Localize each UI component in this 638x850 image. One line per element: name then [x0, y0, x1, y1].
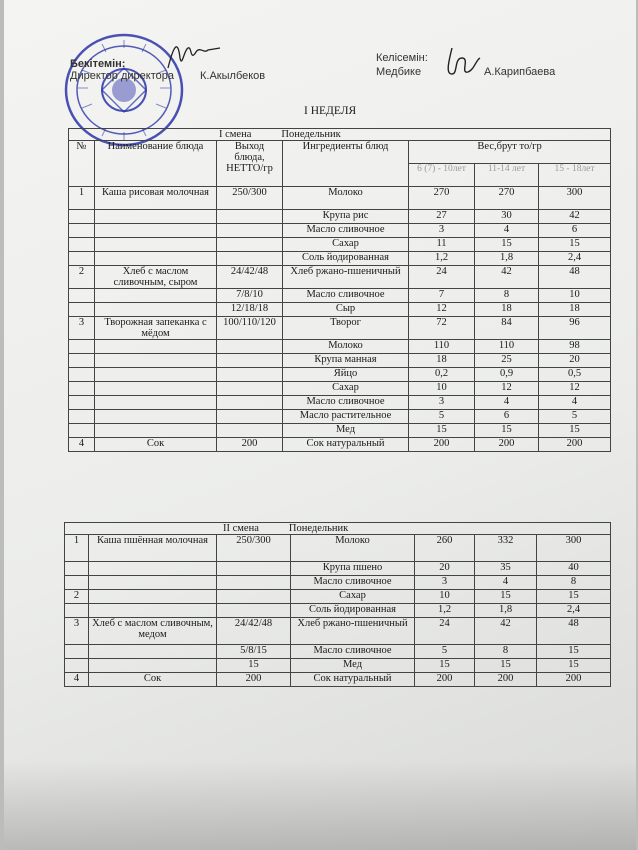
- dish-yield: [217, 576, 291, 590]
- dish-name: [89, 659, 217, 673]
- weight-age-2: 1,8: [475, 252, 539, 266]
- row-number: [65, 604, 89, 618]
- table-row: [69, 187, 611, 210]
- weight-age-3: 0,5: [539, 368, 611, 382]
- weight-age-1: 3: [409, 224, 475, 238]
- row-number: [65, 659, 89, 673]
- weight-age-3: 98: [539, 340, 611, 354]
- col-yield-header: Выход блюда, НЕТТО/гр: [217, 141, 283, 187]
- dish-yield: [217, 252, 283, 266]
- table-row: [69, 368, 611, 382]
- weight-age-1: 72: [409, 317, 475, 340]
- weight-age-2: 8: [475, 645, 537, 659]
- weight-age-1: 24: [415, 618, 475, 645]
- row-number: [69, 396, 95, 410]
- weight-age-3: 5: [539, 410, 611, 424]
- weight-age-3: 48: [539, 266, 611, 289]
- weight-age-1: 27: [409, 210, 475, 224]
- ingredient-name: Мед: [283, 424, 409, 438]
- medic-signature: [442, 44, 484, 80]
- weight-age-1: 10: [415, 590, 475, 604]
- dish-name: [95, 289, 217, 303]
- row-number: [69, 368, 95, 382]
- col-weight-header: Вес,брут то/гр: [409, 141, 611, 164]
- weight-age-3: 200: [539, 438, 611, 452]
- table-row: [69, 424, 611, 438]
- weight-age-3: 42: [539, 210, 611, 224]
- ingredient-name: Молоко: [291, 535, 415, 562]
- weight-age-1: 15: [409, 424, 475, 438]
- shift-header: I смена Понедельник: [69, 129, 611, 141]
- weight-age-3: 15: [539, 424, 611, 438]
- weight-age-1: 7: [409, 289, 475, 303]
- weight-age-2: 18: [475, 303, 539, 317]
- dish-name: Каша рисовая молочная: [95, 187, 217, 210]
- table-row: [69, 382, 611, 396]
- week-title: I НЕДЕЛЯ: [304, 105, 357, 117]
- weight-age-3: 96: [539, 317, 611, 340]
- ingredient-name: Масло растительное: [283, 410, 409, 424]
- table-row: [69, 252, 611, 266]
- ingredient-name: Масло сливочное: [283, 224, 409, 238]
- document-page: [4, 0, 636, 850]
- weight-age-3: 15: [537, 645, 611, 659]
- ingredient-name: Мед: [291, 659, 415, 673]
- row-number: 3: [69, 317, 95, 340]
- table-row: [65, 562, 611, 576]
- dish-yield: 100/110/120: [217, 317, 283, 340]
- dish-yield: [217, 604, 291, 618]
- weight-age-1: 3: [415, 576, 475, 590]
- weight-age-3: 6: [539, 224, 611, 238]
- table-row: [69, 224, 611, 238]
- dish-name: [95, 382, 217, 396]
- ingredient-name: Масло сливочное: [283, 289, 409, 303]
- weight-age-1: 260: [415, 535, 475, 562]
- weight-age-1: 20: [415, 562, 475, 576]
- age-group-2: 11-14 лет: [475, 164, 539, 187]
- dish-yield: [217, 368, 283, 382]
- row-number: 3: [65, 618, 89, 645]
- weight-age-2: 8: [475, 289, 539, 303]
- table-row: [69, 317, 611, 340]
- weight-age-2: 332: [475, 535, 537, 562]
- dish-yield: 24/42/48: [217, 618, 291, 645]
- row-number: [69, 303, 95, 317]
- weight-age-1: 3: [409, 396, 475, 410]
- row-number: 2: [65, 590, 89, 604]
- dish-yield: [217, 238, 283, 252]
- dish-name: [89, 590, 217, 604]
- weight-age-2: 1,8: [475, 604, 537, 618]
- table-row: [65, 590, 611, 604]
- dish-yield: 24/42/48: [217, 266, 283, 289]
- weight-age-1: 200: [415, 673, 475, 687]
- dish-yield: [217, 424, 283, 438]
- ingredient-name: Яйцо: [283, 368, 409, 382]
- dish-name: Сок: [95, 438, 217, 452]
- ingredient-name: Сахар: [291, 590, 415, 604]
- weight-age-3: 20: [539, 354, 611, 368]
- weight-age-1: 5: [409, 410, 475, 424]
- ingredient-name: Молоко: [283, 340, 409, 354]
- director-signature: [164, 38, 224, 74]
- weight-age-1: 1,2: [409, 252, 475, 266]
- weight-age-1: 24: [409, 266, 475, 289]
- weight-age-1: 110: [409, 340, 475, 354]
- table-row: [69, 289, 611, 303]
- row-number: 1: [69, 187, 95, 210]
- dish-yield: 200: [217, 438, 283, 452]
- weight-age-3: 48: [537, 618, 611, 645]
- ingredient-name: Сахар: [283, 382, 409, 396]
- ingredient-name: Хлеб ржано-пшеничный: [291, 618, 415, 645]
- row-number: [69, 252, 95, 266]
- shift-header: II смена Понедельник: [65, 523, 611, 535]
- dish-name: [95, 224, 217, 238]
- col-no-header: №: [69, 141, 95, 187]
- dish-name: Творожная запеканка с мёдом: [95, 317, 217, 340]
- weight-age-2: 42: [475, 266, 539, 289]
- ingredient-name: Масло сливочное: [291, 576, 415, 590]
- table-row: [65, 576, 611, 590]
- row-number: [69, 238, 95, 252]
- row-number: [65, 576, 89, 590]
- dish-name: Хлеб с маслом сливочным, медом: [89, 618, 217, 645]
- ingredient-name: Творог: [283, 317, 409, 340]
- col-name-header: Наименование блюда: [95, 141, 217, 187]
- dish-yield: [217, 396, 283, 410]
- weight-age-3: 15: [537, 659, 611, 673]
- table-row: [69, 396, 611, 410]
- weight-age-1: 200: [409, 438, 475, 452]
- dish-yield: 200: [217, 673, 291, 687]
- dish-name: [89, 604, 217, 618]
- table-row: [69, 354, 611, 368]
- dish-name: [95, 303, 217, 317]
- row-number: [69, 224, 95, 238]
- dish-name: Хлеб с маслом сливочным, сыром: [95, 266, 217, 289]
- weight-age-2: 200: [475, 673, 537, 687]
- weight-age-2: 15: [475, 659, 537, 673]
- dish-yield: [217, 340, 283, 354]
- weight-age-2: 12: [475, 382, 539, 396]
- dish-name: [95, 210, 217, 224]
- ingredient-name: Сахар: [283, 238, 409, 252]
- dish-yield: 250/300: [217, 187, 283, 210]
- table-row: [65, 604, 611, 618]
- row-number: [65, 645, 89, 659]
- weight-age-2: 270: [475, 187, 539, 210]
- ingredient-name: Крупа рис: [283, 210, 409, 224]
- page-shadow: [4, 760, 636, 850]
- age-group-1: 6 (7) - 10лет: [409, 164, 475, 187]
- dish-name: [95, 340, 217, 354]
- ingredient-name: Масло сливочное: [291, 645, 415, 659]
- weight-age-3: 300: [537, 535, 611, 562]
- table-row: [69, 210, 611, 224]
- dish-yield: 7/8/10: [217, 289, 283, 303]
- dish-yield: [217, 562, 291, 576]
- row-number: [69, 424, 95, 438]
- ingredient-name: Молоко: [283, 187, 409, 210]
- dish-yield: [217, 354, 283, 368]
- table-row: [65, 535, 611, 562]
- row-number: 4: [69, 438, 95, 452]
- weight-age-2: 30: [475, 210, 539, 224]
- dish-yield: 12/18/18: [217, 303, 283, 317]
- weight-age-2: 15: [475, 424, 539, 438]
- row-number: 4: [65, 673, 89, 687]
- approve-left-word: Бекітемін:: [70, 58, 126, 70]
- dish-name: [95, 396, 217, 410]
- table-row: [69, 238, 611, 252]
- dish-name: [95, 354, 217, 368]
- weight-age-1: 11: [409, 238, 475, 252]
- menu-table-shift-1: [68, 128, 611, 452]
- approve-right-word: Келісемін:: [376, 52, 428, 64]
- weight-age-2: 200: [475, 438, 539, 452]
- weight-age-1: 5: [415, 645, 475, 659]
- weight-age-2: 42: [475, 618, 537, 645]
- weight-age-3: 4: [539, 396, 611, 410]
- dish-yield: [217, 382, 283, 396]
- ingredient-name: Хлеб ржано-пшеничный: [283, 266, 409, 289]
- ingredient-name: Сок натуральный: [283, 438, 409, 452]
- weight-age-3: 15: [539, 238, 611, 252]
- dish-name: [95, 238, 217, 252]
- weight-age-2: 0,9: [475, 368, 539, 382]
- weight-age-1: 18: [409, 354, 475, 368]
- row-number: [69, 289, 95, 303]
- weight-age-1: 15: [415, 659, 475, 673]
- table-row: [69, 266, 611, 289]
- weight-age-3: 12: [539, 382, 611, 396]
- ingredient-name: Масло сливочное: [283, 396, 409, 410]
- medic-name: А.Карипбаева: [484, 66, 556, 78]
- row-number: 2: [69, 266, 95, 289]
- weight-age-1: 270: [409, 187, 475, 210]
- dish-yield: 15: [217, 659, 291, 673]
- ingredient-name: Соль йодированная: [291, 604, 415, 618]
- weight-age-2: 110: [475, 340, 539, 354]
- weight-age-3: 2,4: [539, 252, 611, 266]
- weight-age-2: 15: [475, 590, 537, 604]
- weight-age-1: 0,2: [409, 368, 475, 382]
- weight-age-1: 12: [409, 303, 475, 317]
- weight-age-3: 15: [537, 590, 611, 604]
- director-name: К.Акылбеков: [200, 70, 266, 82]
- weight-age-2: 15: [475, 238, 539, 252]
- ingredient-name: Сыр: [283, 303, 409, 317]
- weight-age-2: 4: [475, 396, 539, 410]
- weight-age-2: 35: [475, 562, 537, 576]
- dish-yield: 5/8/15: [217, 645, 291, 659]
- dish-yield: [217, 210, 283, 224]
- menu-table-shift-2: [64, 522, 611, 687]
- weight-age-2: 6: [475, 410, 539, 424]
- table-row: [65, 659, 611, 673]
- ingredient-name: Крупа манная: [283, 354, 409, 368]
- col-ingredients-header: Ингредиенты блюд: [283, 141, 409, 187]
- weight-age-2: 4: [475, 224, 539, 238]
- weight-age-3: 300: [539, 187, 611, 210]
- table-row: [69, 340, 611, 354]
- medic-title: Медбике: [376, 66, 422, 78]
- director-title: Директор директора: [70, 70, 174, 82]
- row-number: [69, 210, 95, 224]
- table-row: [69, 303, 611, 317]
- dish-name: Сок: [89, 673, 217, 687]
- weight-age-1: 10: [409, 382, 475, 396]
- dish-name: [95, 410, 217, 424]
- dish-yield: [217, 224, 283, 238]
- dish-name: [95, 368, 217, 382]
- row-number: [69, 340, 95, 354]
- table-row: [65, 618, 611, 645]
- weight-age-3: 200: [537, 673, 611, 687]
- weight-age-3: 2,4: [537, 604, 611, 618]
- weight-age-3: 10: [539, 289, 611, 303]
- weight-age-3: 8: [537, 576, 611, 590]
- weight-age-2: 25: [475, 354, 539, 368]
- dish-name: [89, 576, 217, 590]
- dish-name: Каша пшённая молочная: [89, 535, 217, 562]
- table-row: [69, 410, 611, 424]
- row-number: [65, 562, 89, 576]
- row-number: [69, 382, 95, 396]
- row-number: [69, 410, 95, 424]
- age-group-3: 15 - 18лет: [539, 164, 611, 187]
- dish-name: [95, 424, 217, 438]
- weight-age-2: 84: [475, 317, 539, 340]
- dish-yield: [217, 590, 291, 604]
- row-number: 1: [65, 535, 89, 562]
- weight-age-2: 4: [475, 576, 537, 590]
- table-row: [65, 673, 611, 687]
- table-row: [69, 438, 611, 452]
- row-number: [69, 354, 95, 368]
- ingredient-name: Сок натуральный: [291, 673, 415, 687]
- dish-name: [89, 645, 217, 659]
- dish-yield: 250/300: [217, 535, 291, 562]
- dish-name: [89, 562, 217, 576]
- ingredient-name: Крупа пшено: [291, 562, 415, 576]
- dish-yield: [217, 410, 283, 424]
- weight-age-3: 18: [539, 303, 611, 317]
- dish-name: [95, 252, 217, 266]
- weight-age-3: 40: [537, 562, 611, 576]
- table-row: [65, 645, 611, 659]
- ingredient-name: Соль йодированная: [283, 252, 409, 266]
- weight-age-1: 1,2: [415, 604, 475, 618]
